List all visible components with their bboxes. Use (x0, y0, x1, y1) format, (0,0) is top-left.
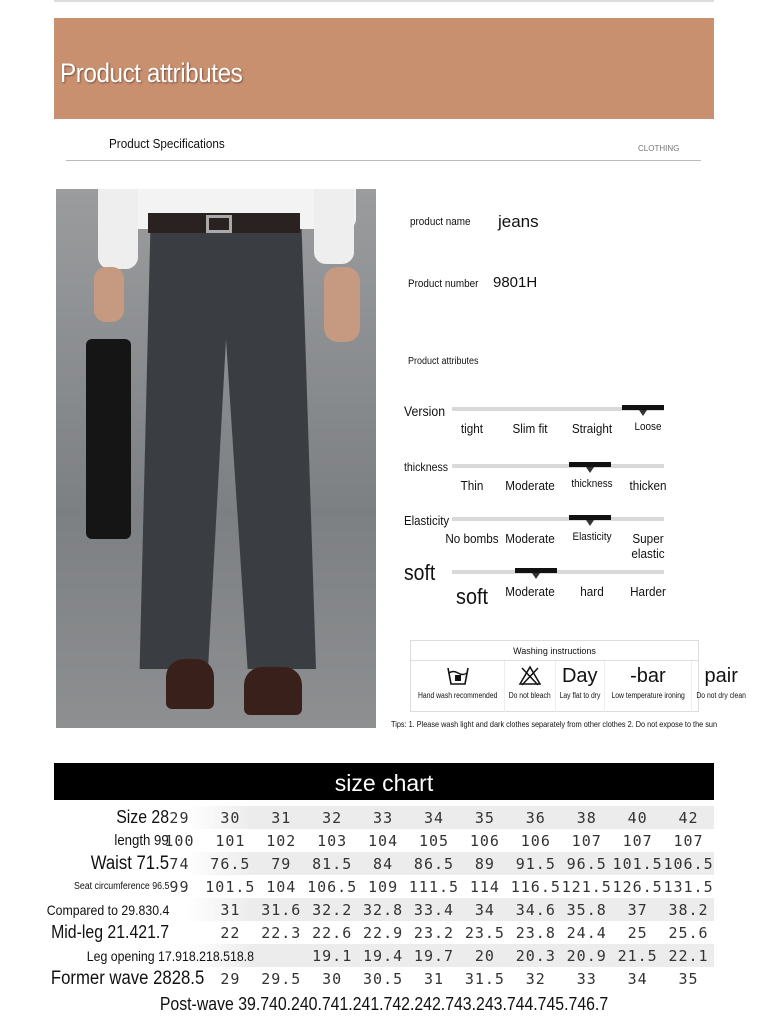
size-value: 31 (271, 808, 292, 827)
size-value: 100 (164, 831, 195, 850)
size-value: 104 (266, 877, 297, 896)
size-value: 76.5 (210, 854, 251, 873)
size-value: 30.5 (363, 969, 404, 988)
divider (66, 160, 701, 161)
size-value: 121.5 (561, 877, 612, 896)
size-value: 23.5 (464, 923, 505, 942)
attribute-marker (569, 462, 611, 467)
wash-label: Do not dry clean (696, 691, 746, 700)
size-value: 34 (423, 808, 445, 827)
size-value: 29 (169, 808, 190, 827)
attribute-marker (569, 515, 611, 520)
pants (136, 229, 316, 669)
attribute-option: Harder (630, 584, 666, 599)
spec-tag: CLOTHING (638, 144, 680, 153)
washing-instructions (410, 640, 746, 712)
size-value: 22 (220, 923, 241, 942)
product-number-label: Product number (408, 278, 479, 290)
size-value: 34 (474, 900, 495, 919)
row-label: Mid-leg 21.421.7 (50, 922, 169, 942)
size-value: 25.6 (668, 923, 709, 942)
shoe (244, 667, 302, 715)
size-value: 79 (271, 854, 292, 873)
attribute-soft (400, 560, 670, 616)
wash-symbol: Day (561, 665, 598, 687)
attribute-option: Straight (571, 421, 613, 436)
attribute-option: Super elastic (631, 531, 665, 561)
size-value: 126.5 (612, 877, 663, 896)
hand (94, 267, 124, 322)
size-value: 23.2 (413, 923, 455, 942)
size-value: 24.4 (566, 923, 607, 942)
size-value: 22.6 (312, 923, 353, 942)
attribute-option: Moderate (505, 478, 555, 493)
size-value: 20.3 (515, 946, 556, 965)
attribute-option: thickness (571, 478, 613, 490)
size-value: 74 (169, 854, 190, 873)
briefcase (86, 339, 131, 539)
size-value: 35 (474, 808, 495, 827)
size-value: 109 (368, 877, 399, 896)
size-value: 31.6 (261, 900, 302, 919)
attribute-scale (452, 464, 664, 468)
size-value: 104 (368, 831, 399, 850)
wash-label: Hand wash recommended (418, 691, 498, 700)
spec-title: Product Specifications (109, 136, 225, 151)
wash-symbol: -bar (630, 665, 666, 687)
size-value: 19.1 (312, 946, 353, 965)
size-chart-row (54, 806, 714, 829)
size-value: 40 (627, 808, 648, 827)
size-value: 34 (627, 969, 648, 988)
size-value: 101.5 (205, 877, 256, 896)
size-value: 101 (215, 831, 246, 850)
banner-title: Product attributes (60, 58, 243, 88)
row-label: Former wave 2828.5 (50, 967, 204, 989)
attribute-scale (452, 517, 664, 521)
attribute-option: Moderate (505, 531, 555, 546)
wash-item (411, 661, 505, 712)
size-value: 30 (220, 808, 241, 827)
wash-label: Lay flat to dry (559, 691, 601, 700)
attribute-option: Loose (634, 421, 662, 433)
size-value: 33.4 (413, 900, 455, 919)
product-photo (56, 189, 376, 728)
size-value: 86.5 (413, 854, 455, 873)
shoe (166, 659, 214, 709)
size-value: 20.9 (566, 946, 607, 965)
size-value: 23.8 (515, 923, 556, 942)
size-value: 29.5 (261, 969, 302, 988)
attribute-option: Elasticity (572, 531, 612, 543)
attribute-option: No bombs (445, 531, 499, 546)
size-value: 114 (469, 877, 500, 896)
attribute-name: soft (404, 560, 436, 585)
size-value: 96.5 (566, 854, 607, 873)
post-wave-row: Post-wave 39.740.240.741.241.742.242.743.243.744.745.746.7 (159, 994, 609, 1014)
row-label: Leg opening 17.918.218.518.8 (86, 947, 254, 964)
size-value: 22.9 (363, 923, 404, 942)
size-value: 37 (627, 900, 648, 919)
no-bleach-icon (505, 665, 554, 691)
size-value: 101.5 (612, 854, 663, 873)
wash-label: Do not bleach (509, 691, 552, 700)
belt-buckle (206, 215, 232, 233)
size-value: 33 (576, 969, 597, 988)
size-value: 111.5 (408, 877, 460, 896)
size-value: 19.7 (413, 946, 455, 965)
size-value: 32.8 (363, 900, 404, 919)
size-value: 31 (220, 900, 241, 919)
washing-title: Washing instructions (411, 641, 698, 661)
attribute-option: Slim fit (512, 421, 548, 436)
banner (54, 18, 714, 119)
attribute-option: thicken (629, 478, 667, 493)
size-chart-row (50, 967, 714, 990)
product-name-value: jeans (498, 212, 539, 231)
attribute-marker (622, 405, 664, 410)
size-chart-row (54, 944, 714, 967)
row-label: Compared to 29.830.4 (46, 901, 169, 918)
size-value: 107 (622, 831, 653, 850)
attribute-option: tight (460, 421, 484, 436)
size-value: 116.5 (510, 877, 561, 896)
size-value: 81.5 (312, 854, 353, 873)
size-value: 106 (520, 831, 551, 850)
size-value: 107 (673, 831, 704, 850)
size-value: 35 (678, 969, 699, 988)
attribute-name: Elasticity (404, 513, 450, 528)
attribute-option: Moderate (505, 584, 555, 599)
size-value: 34.6 (515, 900, 556, 919)
size-value: 103 (317, 831, 348, 850)
size-value: 36 (525, 808, 546, 827)
size-value: 29 (220, 969, 241, 988)
size-chart-row (54, 852, 714, 875)
size-value: 22.1 (668, 946, 709, 965)
product-number-value: 9801H (493, 274, 538, 291)
size-chart (46, 806, 714, 1018)
size-value: 38 (576, 808, 597, 827)
size-value: 99 (169, 877, 190, 896)
size-value: 35.8 (566, 900, 607, 919)
attribute-option: hard (580, 584, 604, 599)
size-value: 106.5 (663, 854, 714, 873)
size-value: 25 (627, 923, 648, 942)
size-chart-row (46, 898, 714, 921)
size-value: 33 (373, 808, 394, 827)
size-value: 31 (423, 969, 445, 988)
divider (54, 0, 714, 2)
attribute-marker (515, 568, 557, 573)
attribute-option: Thin (460, 478, 484, 493)
size-value: 30 (322, 969, 343, 988)
attribute-version (400, 403, 670, 453)
size-value: 22.3 (261, 923, 302, 942)
size-value: 107 (571, 831, 602, 850)
hand-wash-icon (411, 665, 504, 691)
attribute-thickness (400, 460, 670, 510)
product-name-label: product name (410, 216, 471, 228)
size-value: 32 (525, 969, 546, 988)
wash-item (605, 661, 692, 712)
attribute-option: soft (456, 584, 488, 609)
size-value: 32.2 (312, 900, 353, 919)
size-chart-row (54, 829, 714, 852)
wash-label: Low temperature ironing (611, 691, 685, 700)
size-value: 131.5 (663, 877, 714, 896)
tips: Tips: 1. Please wash light and dark clothes separately from other clothes 2. Do not expose to the sun (391, 719, 718, 729)
row-label: length 99 (114, 832, 169, 849)
size-value: 19.4 (363, 946, 404, 965)
row-label: Waist 71.5 (90, 852, 169, 874)
size-value: 21.5 (617, 946, 658, 965)
size-chart-title: size chart (54, 763, 714, 800)
size-value: 38.2 (668, 900, 709, 919)
size-value: 32 (322, 808, 343, 827)
size-value: 42 (678, 808, 699, 827)
arm (98, 189, 138, 269)
wash-item (692, 661, 750, 712)
size-value: 106 (469, 831, 500, 850)
size-chart-row (50, 921, 714, 944)
size-value: 84 (373, 854, 394, 873)
size-value: 91.5 (515, 854, 556, 873)
arm (314, 189, 354, 264)
size-value: 31.5 (464, 969, 505, 988)
size-value: 105 (418, 831, 450, 850)
size-value: 106.5 (307, 877, 358, 896)
wash-symbol: pair (704, 665, 738, 687)
attribute-name: Version (404, 403, 446, 419)
row-label: Seat circumference 96.5 (73, 881, 169, 892)
wash-item (556, 661, 605, 712)
size-value: 20 (474, 946, 495, 965)
size-value: 102 (266, 831, 297, 850)
attribute-scale (452, 570, 664, 574)
product-attributes-label: Product attributes (408, 356, 479, 367)
wash-item (505, 661, 555, 712)
size-chart-row (54, 875, 714, 898)
attribute-name: thickness (404, 460, 449, 474)
size-value: 89 (474, 854, 495, 873)
row-label: Size 28 (116, 807, 169, 827)
hand (324, 267, 360, 342)
attribute-elasticity (400, 513, 670, 563)
